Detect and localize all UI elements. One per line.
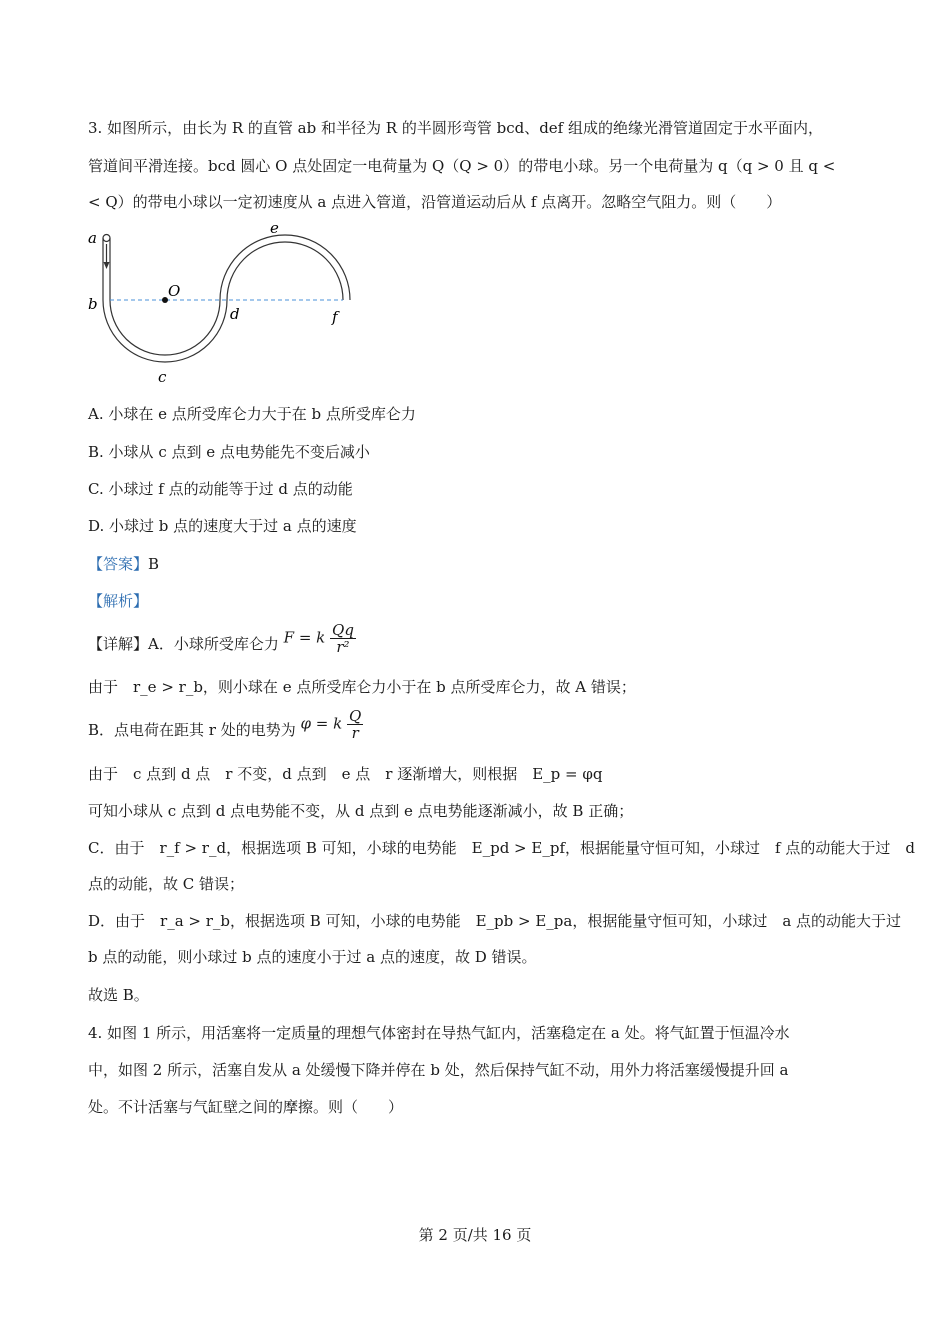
pipe-figure bbox=[80, 222, 370, 392]
label-f: f bbox=[332, 308, 338, 326]
answer-tag: 【答案】 bbox=[88, 555, 149, 573]
q3-stem-line3: < Q）的带电小球以一定初速度从 a 点进入管道，沿管道运动后从 f 点离开。忽略空气阻力。则（ ） bbox=[88, 193, 782, 211]
velocity-arrow-head bbox=[104, 262, 110, 269]
detail-tag: 【详解】 bbox=[88, 635, 149, 653]
detail-c-line2: 点的动能，故 C 错误； bbox=[88, 875, 245, 893]
tube-outer-def bbox=[220, 235, 350, 300]
option-a: A. 小球在 e 点所受库仑力大于在 b 点所受库仑力 bbox=[88, 405, 416, 423]
detail-a-line2: 由于 r_e > r_b，则小球在 e 点所受库仑力小于在 b 点所受库仑力，故 A 错误； bbox=[88, 678, 636, 696]
detail-c-line1: C．由于 r_f > r_d，根据选项 B 可知，小球的电势能 E_pd > E_pf，根据能量守恒可知，小球过 f 点的动能大于过 d bbox=[88, 839, 915, 857]
formula-coulomb: F = k $\frac{Qq}{\text{r²}}$ bbox=[283, 620, 354, 656]
detail-b-line1 bbox=[88, 706, 890, 742]
detail-a-line1 bbox=[88, 620, 890, 656]
q4-stem-line2: 中，如图 2 所示，活塞自发从 a 处缓慢下降并停在 b 处，然后保持气缸不动，用外力将活塞缓慢提升回 a bbox=[88, 1061, 789, 1079]
analysis-tag: 【解析】 bbox=[88, 592, 149, 610]
option-c: C. 小球过 f 点的动能等于过 d 点的动能 bbox=[88, 480, 353, 498]
entrance-a-mark bbox=[103, 235, 110, 242]
q3-stem-line2: 管道间平滑连接。bcd 圆心 O 点处固定一电荷量为 Q（Q > 0）的带电小球。另一个电荷量为 q（q > 0 且 q < bbox=[88, 157, 836, 175]
q4-stem-line1: 4. 如图 1 所示，用活塞将一定质量的理想气体密封在导热气缸内，活塞稳定在 a 处。将气缸置于恒温冷水 bbox=[88, 1024, 790, 1042]
q4-stem-line3: 处。不计活塞与气缸壁之间的摩擦。则（ ） bbox=[88, 1098, 404, 1116]
label-c: c bbox=[158, 368, 167, 386]
detail-b-line2: 由于 c 点到 d 点 r 不变，d 点到 e 点 r 逐渐增大，则根据 E_p = φq bbox=[88, 765, 603, 783]
detail-d-line1: D．由于 r_a > r_b，根据选项 B 可知，小球的电势能 E_pb > E_pa，根据能量守恒可知，小球过 a 点的动能大于过 bbox=[88, 912, 902, 930]
label-O: O bbox=[168, 282, 181, 300]
answer-value: B bbox=[148, 555, 160, 573]
answer-line bbox=[88, 554, 890, 574]
detail-d-line2: b 点的动能，则小球过 b 点的速度小于过 a 点的速度，故 D 错误。 bbox=[88, 948, 537, 966]
tube-inner-abcd bbox=[110, 238, 220, 355]
label-a: a bbox=[88, 229, 97, 247]
tube-inner-def bbox=[227, 242, 343, 300]
detail-b-line3: 可知小球从 c 点到 d 点电势能不变，从 d 点到 e 点电势能逐渐减小，故 B 正确； bbox=[88, 802, 634, 820]
page-footer: 第 2 页/共 16 页 bbox=[418, 1226, 532, 1244]
detail-a-prefix: A．小球所受库仑力 bbox=[148, 635, 279, 653]
option-b: B. 小球从 c 点到 e 点电势能先不变后减小 bbox=[88, 443, 370, 461]
label-e: e bbox=[270, 222, 279, 237]
q3-stem-line1: 3. 如图所示，由长为 R 的直管 ab 和半径为 R 的半圆形弯管 bcd、def 组成的绝缘光滑管道固定于水平面内， bbox=[88, 119, 823, 137]
detail-b-prefix: B．点电荷在距其 r 处的电势为 bbox=[88, 721, 296, 739]
formula-potential: φ = k $\frac{Q}{r}$ bbox=[300, 706, 362, 742]
label-b: b bbox=[88, 295, 98, 313]
label-d: d bbox=[230, 305, 240, 323]
conclusion: 故选 B。 bbox=[88, 986, 149, 1004]
option-d: D. 小球过 b 点的速度大于过 a 点的速度 bbox=[88, 517, 357, 535]
